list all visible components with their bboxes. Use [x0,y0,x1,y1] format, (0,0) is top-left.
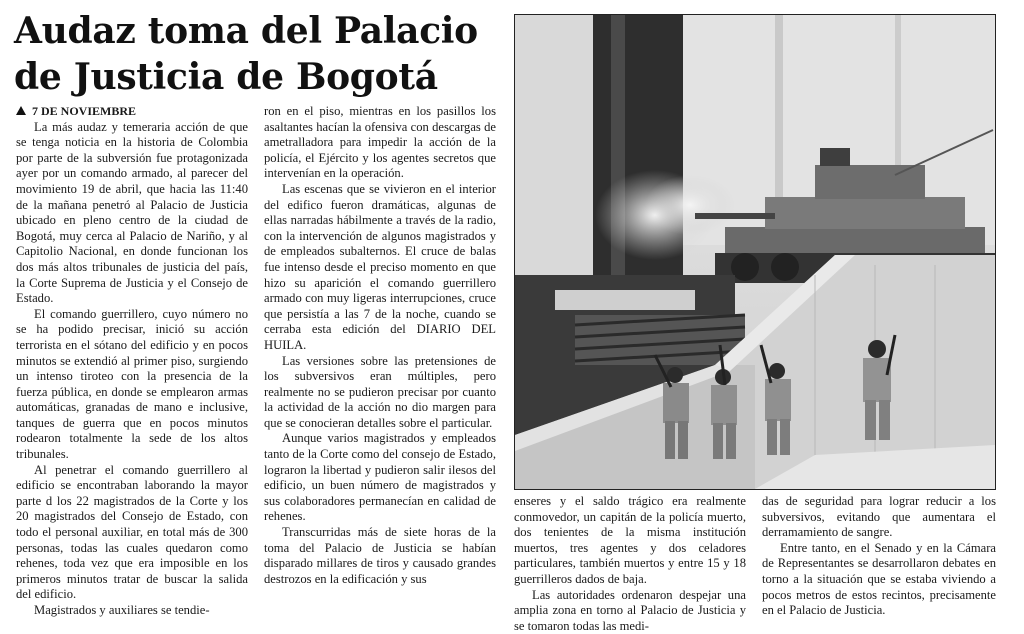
paragraph: Al penetrar el comando guerrillero al edificio se encontraban laborando la mayor parte d los 22 magistrados de la Corte y los 20 magistrados del Consejo de Estado, con todo el personal auxiliar, en total más de 300 personas, todas las cuales quedaron como rehenes, toda vez que era imposible en los primeros minutos tratar de buscar la salida del edificio. [16,462,248,602]
paragraph: Transcurridas más de siete horas de la toma del Palacio de Justicia se habían disparado millares de tiros y causado grandes destrozos en la edificación y sus [264,525,496,586]
paragraph: Las escenas que se vivieron en el interior del edifico fueron dramáticas, algunas de ellas narradas hábilmente a través de la radio, con la intervención de algunos magistrados y de empleados subalternos. El cruce de balas fue intenso desde el preciso momento en que hizo su aparición el comando guerrillero armado con muy ligeras interrupciones, cruce que persistía a las 7 de la noche, cuando se cerraba esta edición del DIARIO DEL HUILA. [264,181,496,352]
paragraph: La más audaz y temeraria acción de que se tenga noticia en la historia de Colombia por parte de la subversión fue protagonizada ayer por un comando armado, al parecer del movimiento 19 de abril, que hacia las 11:40 de la mañana penetró al Palacio de Justicia ubicado en pleno centro de la ciudad de Bogotá, muy cerca al Palacio de Nariño, y al Capitolio Nacional, en donde funcionan los dos más altos tribunales de justicia del país, la Corte Suprema de Justicia y el Consejo de Estado. [16,119,248,306]
paragraph: enseres y el saldo trágico era realmente conmovedor, un capitán de la policía muerto, dos tenientes de la misma institución muertos, tres agentes y dos celadores particulares, también muertos y entre 15 y 18 guerrilleros dados de baja. [514,494,746,586]
paragraph: Entre tanto, en el Senado y en la Cámara de Representantes se desarrollaron debates en torno a la situación que se estaba viviendo a pocos metros de estos recintos, precisamente en el Palacio de Justicia. [762,540,996,618]
paragraph: Las versiones sobre las pretensiones de los subversivos eran múltiples, pero realmente no se pudieron precisar por cuanto la actividad de la acción no dio margen para que se conocieran detalles sobre el particular. [264,353,496,430]
paragraph: Magistrados y auxiliares se tendie- [34,603,210,617]
dateline-text: 7 DE NOVIEMBRE [32,104,137,118]
paragraph: Aunque varios magistrados y empleados tanto de la Corte como del consejo de Estado, lograron la libertad y pudieron salir ilesos del edificio, un buen número de magistrados y sus colaboradores permanecían en calidad de rehenes. [264,431,496,524]
article-column-3 [514,494,746,632]
paragraph: El comando guerrillero, cuyo número no se ha podido precisar, inició su acción terrorista en el sótano del edificio y en pocos minutos se extendió al primer piso, surgiendo un intenso tiroteo con la presencia de la fuerza pública, en donde se emplearon armas automáticas, granadas de mano e inclusive, tanques de guerra que en pocos minutos rodearon totalmente la sede de los altos tribunales. [16,306,248,462]
article-column-2 [264,104,496,632]
triangle-bullet-icon [16,106,26,115]
article-column-1 [16,104,248,632]
paragraph: Las autoridades ordenaron despejar una amplia zona en torno al Palacio de Justicia y se tomaron todas las medi- [514,587,746,632]
headline-line-2: de Justicia de Bogotá [14,56,438,98]
paragraph: ron en el piso, mientras en los pasillos los asaltantes hacían la ofensiva con descargas de ametralladora para impedir la acción de la policía, el Ejército y los agentes secretos que intervenían en la operación. [264,104,496,181]
dateline [16,104,248,120]
news-photo [514,14,996,490]
article-column-4 [762,494,996,632]
paragraph: das de seguridad para lograr reducir a los subversivos, evitando que aumentara el derramamiento de sangre. [762,494,996,540]
headline-line-1: Audaz toma del Palacio [14,10,478,52]
headline [14,8,504,100]
